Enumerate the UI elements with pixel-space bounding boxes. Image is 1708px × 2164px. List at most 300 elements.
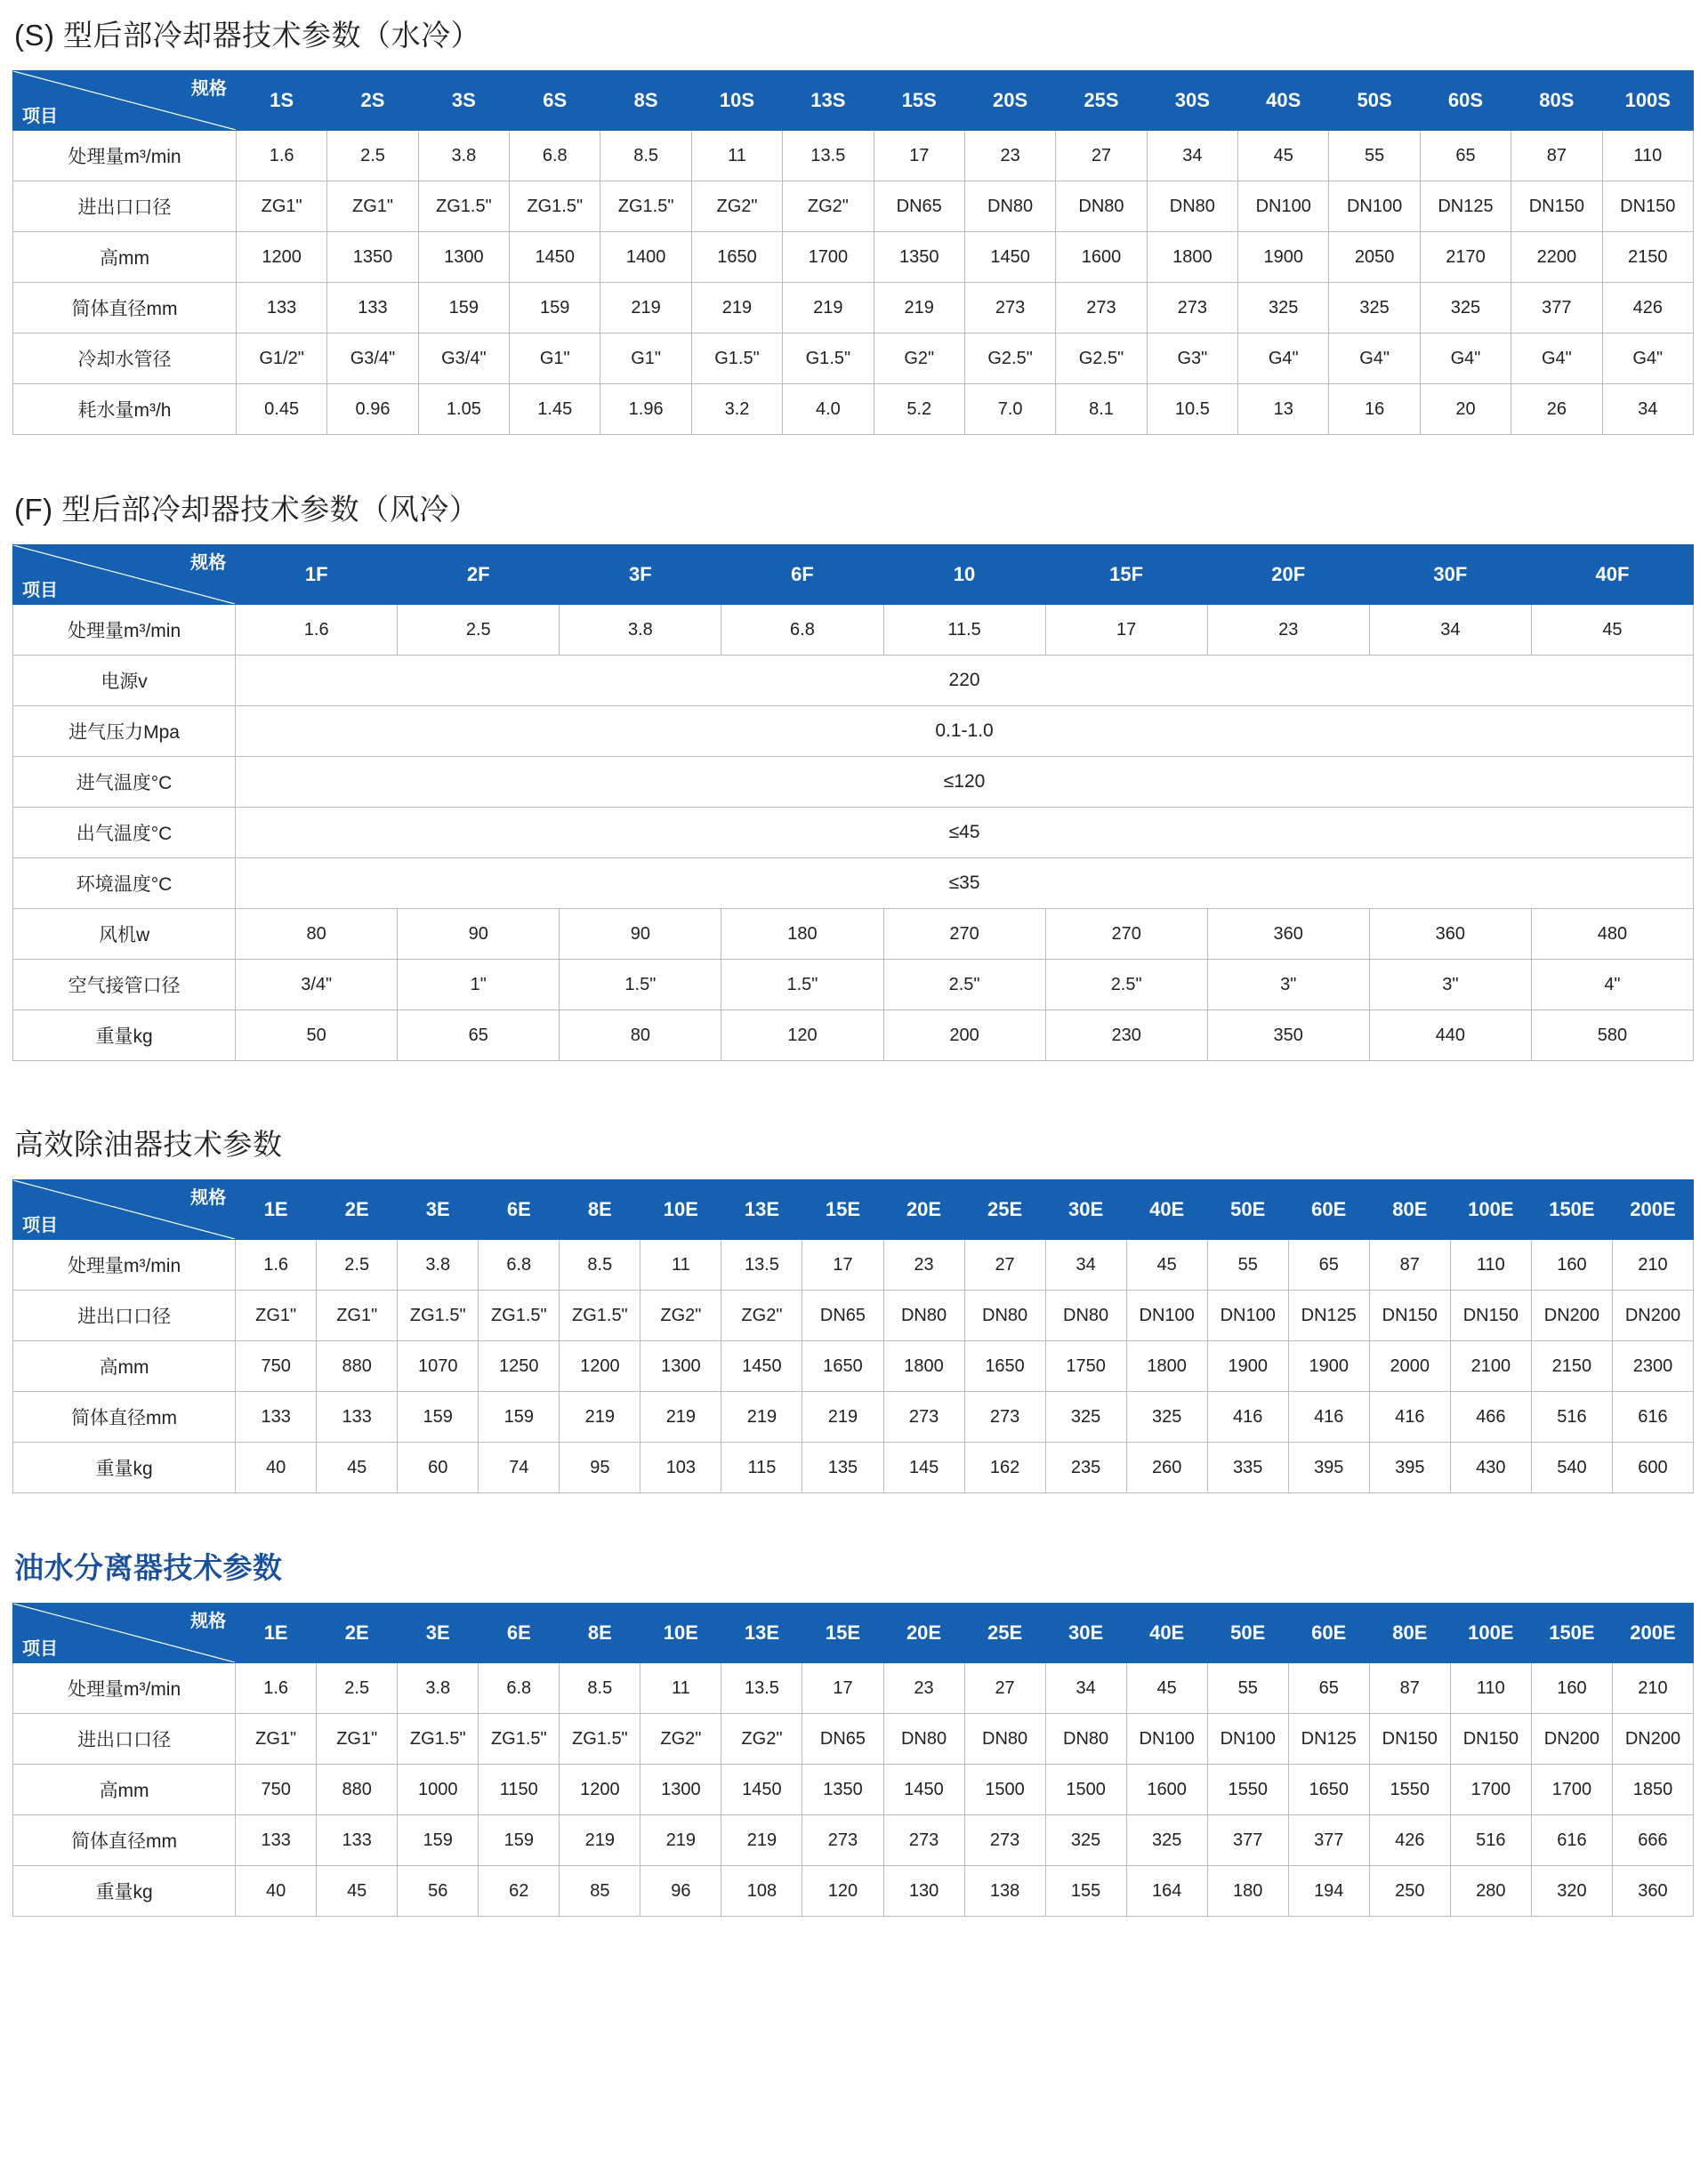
cell-value: 6.8 <box>510 131 600 181</box>
cell-value: DN150 <box>1450 1291 1531 1341</box>
cell-value: 11 <box>691 131 782 181</box>
corner-header-cell <box>13 1604 236 1663</box>
table-row <box>13 283 1694 334</box>
cell-value: DN80 <box>964 181 1055 232</box>
cell-value: DN150 <box>1602 181 1693 232</box>
cell-value: 270 <box>883 909 1045 960</box>
cell-value: 13 <box>1238 384 1329 435</box>
cell-value: ZG1.5" <box>560 1291 640 1341</box>
section-1 <box>12 474 1696 1061</box>
cell-value: 1200 <box>560 1341 640 1392</box>
table-row <box>13 706 1694 757</box>
column-header: 15E <box>802 1604 883 1663</box>
cell-value: 3" <box>1207 960 1369 1010</box>
cell-value: ZG2" <box>640 1291 721 1341</box>
cell-value: 133 <box>236 283 326 334</box>
cell-value: 250 <box>1369 1866 1450 1917</box>
cell-value: 133 <box>317 1815 398 1866</box>
cell-value: 600 <box>1612 1443 1693 1493</box>
cell-value: 325 <box>1126 1815 1207 1866</box>
cell-value: 1450 <box>721 1341 802 1392</box>
cell-value: 1" <box>398 960 560 1010</box>
cell-value: 65 <box>1288 1663 1369 1714</box>
row-label: 风机w <box>13 909 236 960</box>
cell-value: 8.5 <box>560 1663 640 1714</box>
cell-value: DN200 <box>1612 1291 1693 1341</box>
cell-value: DN80 <box>964 1714 1045 1765</box>
cell-value: 23 <box>883 1240 964 1291</box>
cell-value: 108 <box>721 1866 802 1917</box>
cell-value: 13.5 <box>783 131 874 181</box>
cell-value: 273 <box>964 1815 1045 1866</box>
cell-value: 62 <box>479 1866 560 1917</box>
table-row <box>13 605 1694 656</box>
cell-value: 360 <box>1369 909 1531 960</box>
cell-value: 34 <box>1602 384 1693 435</box>
row-merged-value: ≤45 <box>236 808 1694 858</box>
column-header: 30E <box>1045 1604 1126 1663</box>
corner-header-cell <box>13 545 236 605</box>
cell-value: 74 <box>479 1443 560 1493</box>
cell-value: 159 <box>398 1815 479 1866</box>
column-header: 50S <box>1329 71 1420 131</box>
cell-value: 1800 <box>883 1341 964 1392</box>
cell-value: 580 <box>1531 1010 1693 1061</box>
row-label: 简体直径mm <box>13 283 237 334</box>
cell-value: 11.5 <box>883 605 1045 656</box>
table-row <box>13 181 1694 232</box>
cell-value: 80 <box>236 909 398 960</box>
section-3 <box>12 1532 1696 1917</box>
cell-value: 55 <box>1207 1663 1288 1714</box>
column-header: 13S <box>783 71 874 131</box>
table-row <box>13 757 1694 808</box>
column-header: 40E <box>1126 1180 1207 1240</box>
table-row <box>13 232 1694 283</box>
cell-value: 219 <box>721 1392 802 1443</box>
column-header: 3E <box>398 1604 479 1663</box>
cell-value: G1/2" <box>236 334 326 384</box>
cell-value: 219 <box>874 283 964 334</box>
cell-value: 1650 <box>691 232 782 283</box>
cell-value: 138 <box>964 1866 1045 1917</box>
cell-value: 34 <box>1045 1663 1126 1714</box>
cell-value: 219 <box>600 283 691 334</box>
cell-value: 416 <box>1369 1392 1450 1443</box>
cell-value: 45 <box>317 1443 398 1493</box>
cell-value: 1450 <box>721 1765 802 1815</box>
cell-value: 1450 <box>510 232 600 283</box>
row-merged-value: 0.1-1.0 <box>236 706 1694 757</box>
cell-value: 1.6 <box>236 131 326 181</box>
cell-value: 350 <box>1207 1010 1369 1061</box>
table-header-row <box>13 71 1694 131</box>
cell-value: 26 <box>1511 384 1602 435</box>
row-label: 重量kg <box>13 1443 236 1493</box>
row-label: 高mm <box>13 1765 236 1815</box>
cell-value: DN150 <box>1369 1714 1450 1765</box>
cell-value: 880 <box>317 1341 398 1392</box>
section-2 <box>12 1109 1696 1493</box>
cell-value: 17 <box>802 1240 883 1291</box>
column-header: 50E <box>1207 1604 1288 1663</box>
cell-value: ZG1.5" <box>479 1291 560 1341</box>
column-header: 80E <box>1369 1604 1450 1663</box>
cell-value: 27 <box>1056 131 1147 181</box>
column-header: 3F <box>560 545 721 605</box>
column-header: 80S <box>1511 71 1602 131</box>
cell-value: DN80 <box>883 1291 964 1341</box>
cell-value: G3/4" <box>327 334 418 384</box>
table-row <box>13 1663 1694 1714</box>
cell-value: 8.1 <box>1056 384 1147 435</box>
section-title: 油水分离器技术参数 <box>14 1551 283 1584</box>
cell-value: 1650 <box>964 1341 1045 1392</box>
row-label: 重量kg <box>13 1866 236 1917</box>
section-0 <box>12 0 1696 435</box>
cell-value: 110 <box>1450 1663 1531 1714</box>
corner-item-label: 项目 <box>22 107 58 126</box>
cell-value: 133 <box>236 1392 317 1443</box>
cell-value: DN65 <box>874 181 964 232</box>
sections-container <box>12 0 1696 1917</box>
cell-value: 325 <box>1126 1392 1207 1443</box>
column-header: 60E <box>1288 1604 1369 1663</box>
cell-value: 1300 <box>640 1341 721 1392</box>
cell-value: 2300 <box>1612 1341 1693 1392</box>
table-row <box>13 131 1694 181</box>
cell-value: 1150 <box>479 1765 560 1815</box>
column-header: 20E <box>883 1604 964 1663</box>
cell-value: 1350 <box>802 1765 883 1815</box>
corner-spec-label: 规格 <box>190 1612 227 1631</box>
cell-value: 2200 <box>1511 232 1602 283</box>
cell-value: DN200 <box>1531 1291 1612 1341</box>
cell-value: 87 <box>1369 1240 1450 1291</box>
cell-value: 2.5 <box>327 131 418 181</box>
cell-value: 1700 <box>1450 1765 1531 1815</box>
cell-value: 1.6 <box>236 1240 317 1291</box>
cell-value: 377 <box>1207 1815 1288 1866</box>
cell-value: ZG2" <box>640 1714 721 1765</box>
cell-value: 466 <box>1450 1392 1531 1443</box>
column-header: 10S <box>691 71 782 131</box>
cell-value: 65 <box>1288 1240 1369 1291</box>
column-header: 2F <box>398 545 560 605</box>
cell-value: 616 <box>1531 1815 1612 1866</box>
cell-value: 1000 <box>398 1765 479 1815</box>
cell-value: 1500 <box>964 1765 1045 1815</box>
cell-value: 416 <box>1288 1392 1369 1443</box>
row-label: 冷却水管径 <box>13 334 237 384</box>
spec-table <box>12 70 1694 435</box>
cell-value: 13.5 <box>721 1240 802 1291</box>
cell-value: 95 <box>560 1443 640 1493</box>
cell-value: 80 <box>560 1010 721 1061</box>
column-header: 150E <box>1531 1180 1612 1240</box>
cell-value: ZG1.5" <box>418 181 509 232</box>
cell-value: G4" <box>1420 334 1511 384</box>
cell-value: 1250 <box>479 1341 560 1392</box>
column-header: 100S <box>1602 71 1693 131</box>
cell-value: 426 <box>1369 1815 1450 1866</box>
cell-value: ZG1.5" <box>510 181 600 232</box>
cell-value: 23 <box>964 131 1055 181</box>
cell-value: 416 <box>1207 1392 1288 1443</box>
cell-value: 56 <box>398 1866 479 1917</box>
column-header: 15F <box>1045 545 1207 605</box>
column-header: 1E <box>236 1180 317 1240</box>
column-header: 100E <box>1450 1180 1531 1240</box>
row-label: 进气压力Mpa <box>13 706 236 757</box>
column-header: 200E <box>1612 1604 1693 1663</box>
cell-value: 360 <box>1207 909 1369 960</box>
cell-value: 377 <box>1511 283 1602 334</box>
cell-value: 1900 <box>1238 232 1329 283</box>
cell-value: 180 <box>721 909 883 960</box>
column-header: 50E <box>1207 1180 1288 1240</box>
cell-value: 273 <box>1056 283 1147 334</box>
cell-value: 0.45 <box>236 384 326 435</box>
cell-value: 45 <box>317 1866 398 1917</box>
column-header: 15S <box>874 71 964 131</box>
cell-value: G4" <box>1238 334 1329 384</box>
row-label: 进出口口径 <box>13 1291 236 1341</box>
cell-value: 260 <box>1126 1443 1207 1493</box>
column-header: 25S <box>1056 71 1147 131</box>
column-header: 8E <box>560 1180 640 1240</box>
cell-value: 27 <box>964 1240 1045 1291</box>
cell-value: 3.8 <box>398 1240 479 1291</box>
cell-value: 45 <box>1126 1663 1207 1714</box>
cell-value: 159 <box>510 283 600 334</box>
row-label: 简体直径mm <box>13 1815 236 1866</box>
column-header: 30S <box>1147 71 1237 131</box>
row-label: 处理量m³/min <box>13 1663 236 1714</box>
cell-value: 273 <box>964 1392 1045 1443</box>
cell-value: 230 <box>1045 1010 1207 1061</box>
cell-value: 87 <box>1369 1663 1450 1714</box>
column-header: 6E <box>479 1604 560 1663</box>
row-label: 出气温度°C <box>13 808 236 858</box>
column-header: 3E <box>398 1180 479 1240</box>
row-label: 重量kg <box>13 1010 236 1061</box>
spec-table <box>12 1179 1694 1493</box>
cell-value: 325 <box>1329 283 1420 334</box>
cell-value: 2.5" <box>883 960 1045 1010</box>
cell-value: 2000 <box>1369 1341 1450 1392</box>
cell-value: 7.0 <box>964 384 1055 435</box>
cell-value: G3" <box>1147 334 1237 384</box>
cell-value: 2.5 <box>317 1240 398 1291</box>
cell-value: DN80 <box>1056 181 1147 232</box>
cell-value: 34 <box>1147 131 1237 181</box>
column-header: 20E <box>883 1180 964 1240</box>
cell-value: 1350 <box>327 232 418 283</box>
cell-value: 65 <box>1420 131 1511 181</box>
cell-value: 273 <box>802 1815 883 1866</box>
cell-value: 1900 <box>1207 1341 1288 1392</box>
cell-value: 60 <box>398 1443 479 1493</box>
column-header: 2E <box>317 1604 398 1663</box>
cell-value: 8.5 <box>600 131 691 181</box>
cell-value: ZG2" <box>721 1714 802 1765</box>
cell-value: 180 <box>1207 1866 1288 1917</box>
cell-value: DN200 <box>1612 1714 1693 1765</box>
cell-value: 17 <box>1045 605 1207 656</box>
cell-value: DN125 <box>1288 1291 1369 1341</box>
table-row <box>13 1866 1694 1917</box>
cell-value: 34 <box>1369 605 1531 656</box>
column-header: 60E <box>1288 1180 1369 1240</box>
cell-value: 40 <box>236 1866 317 1917</box>
cell-value: G4" <box>1602 334 1693 384</box>
row-label: 简体直径mm <box>13 1392 236 1443</box>
row-label: 处理量m³/min <box>13 131 237 181</box>
cell-value: 1.05 <box>418 384 509 435</box>
row-label: 处理量m³/min <box>13 1240 236 1291</box>
cell-value: 280 <box>1450 1866 1531 1917</box>
cell-value: 210 <box>1612 1663 1693 1714</box>
cell-value: 3.8 <box>398 1663 479 1714</box>
cell-value: 325 <box>1045 1392 1126 1443</box>
cell-value: 1850 <box>1612 1765 1693 1815</box>
cell-value: 440 <box>1369 1010 1531 1061</box>
column-header: 200E <box>1612 1180 1693 1240</box>
cell-value: 219 <box>560 1392 640 1443</box>
cell-value: 360 <box>1612 1866 1693 1917</box>
table-row <box>13 1443 1694 1493</box>
corner-spec-label: 规格 <box>190 1188 227 1208</box>
cell-value: 55 <box>1207 1240 1288 1291</box>
cell-value: ZG1.5" <box>560 1714 640 1765</box>
cell-value: ZG2" <box>721 1291 802 1341</box>
column-header: 20F <box>1207 545 1369 605</box>
cell-value: DN80 <box>1045 1291 1126 1341</box>
cell-value: 133 <box>327 283 418 334</box>
cell-value: 160 <box>1531 1663 1612 1714</box>
cell-value: ZG1" <box>317 1714 398 1765</box>
cell-value: 5.2 <box>874 384 964 435</box>
cell-value: 16 <box>1329 384 1420 435</box>
cell-value: 1550 <box>1207 1765 1288 1815</box>
cell-value: DN80 <box>964 1291 1045 1341</box>
cell-value: 1300 <box>640 1765 721 1815</box>
cell-value: 27 <box>964 1663 1045 1714</box>
cell-value: G2" <box>874 334 964 384</box>
table-row <box>13 858 1694 909</box>
cell-value: 1900 <box>1288 1341 1369 1392</box>
cell-value: DN200 <box>1531 1714 1612 1765</box>
column-header: 30E <box>1045 1180 1126 1240</box>
cell-value: 23 <box>1207 605 1369 656</box>
cell-value: 320 <box>1531 1866 1612 1917</box>
column-header: 10E <box>640 1604 721 1663</box>
cell-value: 96 <box>640 1866 721 1917</box>
table-row <box>13 960 1694 1010</box>
cell-value: 87 <box>1511 131 1602 181</box>
corner-spec-label: 规格 <box>190 79 227 99</box>
cell-value: 1.5" <box>721 960 883 1010</box>
column-header: 80E <box>1369 1180 1450 1240</box>
cell-value: G1.5" <box>691 334 782 384</box>
cell-value: 1.96 <box>600 384 691 435</box>
column-header: 6S <box>510 71 600 131</box>
table-row <box>13 1240 1694 1291</box>
cell-value: DN100 <box>1126 1714 1207 1765</box>
cell-value: 325 <box>1420 283 1511 334</box>
cell-value: 1.6 <box>236 605 398 656</box>
cell-value: 1200 <box>560 1765 640 1815</box>
cell-value: 1450 <box>883 1765 964 1815</box>
cell-value: 6.8 <box>479 1663 560 1714</box>
row-label: 进出口口径 <box>13 181 237 232</box>
cell-value: 377 <box>1288 1815 1369 1866</box>
table-row <box>13 334 1694 384</box>
cell-value: 2.5 <box>317 1663 398 1714</box>
cell-value: ZG2" <box>783 181 874 232</box>
cell-value: 540 <box>1531 1443 1612 1493</box>
row-label: 处理量m³/min <box>13 605 236 656</box>
cell-value: 2.5 <box>398 605 560 656</box>
cell-value: 219 <box>640 1815 721 1866</box>
cell-value: 130 <box>883 1866 964 1917</box>
cell-value: 210 <box>1612 1240 1693 1291</box>
column-header: 2S <box>327 71 418 131</box>
cell-value: 1650 <box>1288 1765 1369 1815</box>
cell-value: 219 <box>560 1815 640 1866</box>
cell-value: 103 <box>640 1443 721 1493</box>
cell-value: DN65 <box>802 1714 883 1765</box>
cell-value: 45 <box>1531 605 1693 656</box>
corner-header-cell <box>13 1180 236 1240</box>
cell-value: 750 <box>236 1341 317 1392</box>
cell-value: 23 <box>883 1663 964 1714</box>
table-row <box>13 1815 1694 1866</box>
table-header-row <box>13 1604 1694 1663</box>
cell-value: 45 <box>1238 131 1329 181</box>
cell-value: 194 <box>1288 1866 1369 1917</box>
section-title: 高效除油器技术参数 <box>14 1128 283 1161</box>
cell-value: DN150 <box>1369 1291 1450 1341</box>
cell-value: 1700 <box>783 232 874 283</box>
cell-value: 273 <box>883 1815 964 1866</box>
cell-value: 17 <box>802 1663 883 1714</box>
cell-value: 430 <box>1450 1443 1531 1493</box>
cell-value: 219 <box>640 1392 721 1443</box>
cell-value: 2170 <box>1420 232 1511 283</box>
column-header: 40F <box>1531 545 1693 605</box>
cell-value: 3/4" <box>236 960 398 1010</box>
cell-value: DN80 <box>1147 181 1237 232</box>
column-header: 150E <box>1531 1604 1612 1663</box>
row-label: 空气接管口径 <box>13 960 236 1010</box>
cell-value: 3.8 <box>560 605 721 656</box>
cell-value: 159 <box>479 1815 560 1866</box>
cell-value: 11 <box>640 1663 721 1714</box>
cell-value: 1600 <box>1126 1765 1207 1815</box>
cell-value: 40 <box>236 1443 317 1493</box>
cell-value: 270 <box>1045 909 1207 960</box>
cell-value: 2100 <box>1450 1341 1531 1392</box>
table-row <box>13 1341 1694 1392</box>
cell-value: 3.8 <box>418 131 509 181</box>
cell-value: DN150 <box>1450 1714 1531 1765</box>
cell-value: 1750 <box>1045 1341 1126 1392</box>
cell-value: 135 <box>802 1443 883 1493</box>
cell-value: G1" <box>510 334 600 384</box>
column-header: 40E <box>1126 1604 1207 1663</box>
